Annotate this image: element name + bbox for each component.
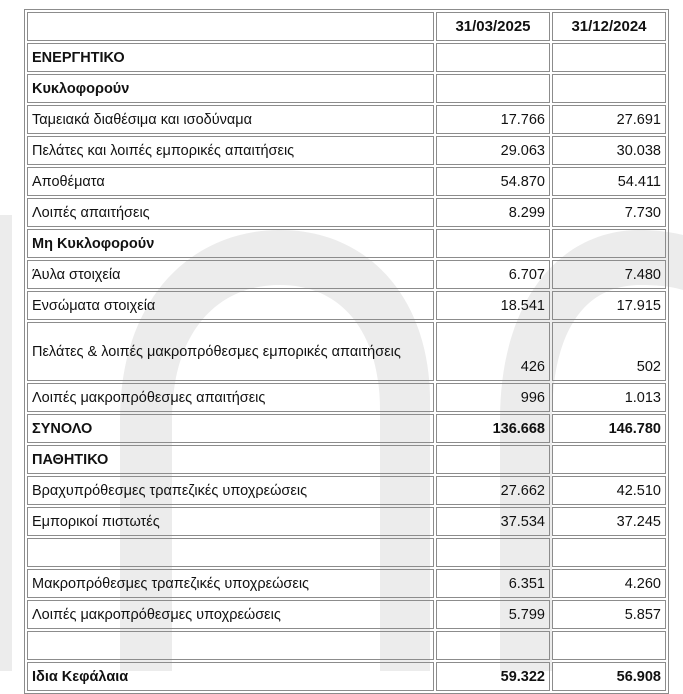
value-previous: 56.908 bbox=[552, 662, 666, 691]
value-current bbox=[436, 74, 550, 103]
table-row bbox=[27, 198, 666, 227]
table-row bbox=[27, 631, 666, 660]
value-current: 27.662 bbox=[436, 476, 550, 505]
row-label: ΕΝΕΡΓΗΤΙΚΟ bbox=[27, 43, 434, 72]
value-previous bbox=[552, 445, 666, 474]
row-label: Πελάτες & λοιπές μακροπρόθεσμες εμπορικές απαιτήσεις bbox=[27, 322, 434, 381]
row-label: Λοιπές απαιτήσεις bbox=[27, 198, 434, 227]
value-current: 996 bbox=[436, 383, 550, 412]
row-label bbox=[27, 538, 434, 567]
row-label: Πελάτες και λοιπές εμπορικές απαιτήσεις bbox=[27, 136, 434, 165]
table-row bbox=[27, 136, 666, 165]
value-current bbox=[436, 631, 550, 660]
value-previous bbox=[552, 538, 666, 567]
value-previous: 54.411 bbox=[552, 167, 666, 196]
table-row bbox=[27, 74, 666, 103]
value-previous: 30.038 bbox=[552, 136, 666, 165]
row-label: Μη Κυκλοφορούν bbox=[27, 229, 434, 258]
value-current bbox=[436, 538, 550, 567]
value-previous: 27.691 bbox=[552, 105, 666, 134]
value-previous: 7.730 bbox=[552, 198, 666, 227]
table-row bbox=[27, 507, 666, 536]
row-label: Εμπορικοί πιστωτές bbox=[27, 507, 434, 536]
row-label: Άυλα στοιχεία bbox=[27, 260, 434, 289]
row-label: Ταμειακά διαθέσιμα και ισοδύναμα bbox=[27, 105, 434, 134]
value-current: 6.351 bbox=[436, 569, 550, 598]
balance-sheet-table bbox=[24, 9, 669, 694]
row-label: Λοιπές μακροπρόθεσμες απαιτήσεις bbox=[27, 383, 434, 412]
row-label: Λοιπές μακροπρόθεσμες υποχρεώσεις bbox=[27, 600, 434, 629]
row-label: ΣΥΝΟΛΟ bbox=[27, 414, 434, 443]
value-current: 6.707 bbox=[436, 260, 550, 289]
table-row bbox=[27, 383, 666, 412]
table-row bbox=[27, 476, 666, 505]
value-previous: 1.013 bbox=[552, 383, 666, 412]
table-row bbox=[27, 167, 666, 196]
value-current bbox=[436, 445, 550, 474]
row-label: Αποθέματα bbox=[27, 167, 434, 196]
value-previous: 146.780 bbox=[552, 414, 666, 443]
balance-sheet-table-container bbox=[24, 9, 669, 694]
value-current: 29.063 bbox=[436, 136, 550, 165]
value-current: 59.322 bbox=[436, 662, 550, 691]
table-row bbox=[27, 414, 666, 443]
table-row bbox=[27, 569, 666, 598]
table-row bbox=[27, 445, 666, 474]
table-row bbox=[27, 291, 666, 320]
row-label: ΠΑΘΗΤΙΚΟ bbox=[27, 445, 434, 474]
value-current bbox=[436, 229, 550, 258]
value-current: 8.299 bbox=[436, 198, 550, 227]
table-row bbox=[27, 662, 666, 691]
value-previous bbox=[552, 631, 666, 660]
value-current: 5.799 bbox=[436, 600, 550, 629]
table-row bbox=[27, 43, 666, 72]
value-previous bbox=[552, 43, 666, 72]
row-label: Ιδια Κεφάλαια bbox=[27, 662, 434, 691]
table-row bbox=[27, 105, 666, 134]
value-previous bbox=[552, 74, 666, 103]
table-row bbox=[27, 229, 666, 258]
value-current: 426 bbox=[436, 322, 550, 381]
row-label: Βραχυπρόθεσμες τραπεζικές υποχρεώσεις bbox=[27, 476, 434, 505]
value-current: 54.870 bbox=[436, 167, 550, 196]
row-label bbox=[27, 631, 434, 660]
row-label: Ενσώματα στοιχεία bbox=[27, 291, 434, 320]
value-current: 18.541 bbox=[436, 291, 550, 320]
value-previous: 17.915 bbox=[552, 291, 666, 320]
value-previous: 42.510 bbox=[552, 476, 666, 505]
value-previous: 5.857 bbox=[552, 600, 666, 629]
row-label: Μακροπρόθεσμες τραπεζικές υποχρεώσεις bbox=[27, 569, 434, 598]
value-current bbox=[436, 43, 550, 72]
row-label: Κυκλοφορούν bbox=[27, 74, 434, 103]
header-date-current: 31/03/2025 bbox=[436, 12, 550, 41]
table-row bbox=[27, 538, 666, 567]
table-header-row bbox=[27, 12, 666, 41]
header-date-previous: 31/12/2024 bbox=[552, 12, 666, 41]
table-row bbox=[27, 260, 666, 289]
value-previous: 7.480 bbox=[552, 260, 666, 289]
table-row bbox=[27, 600, 666, 629]
value-previous bbox=[552, 229, 666, 258]
value-previous: 502 bbox=[552, 322, 666, 381]
value-current: 136.668 bbox=[436, 414, 550, 443]
table-row bbox=[27, 322, 666, 381]
value-current: 17.766 bbox=[436, 105, 550, 134]
value-previous: 37.245 bbox=[552, 507, 666, 536]
header-label-cell bbox=[27, 12, 434, 41]
value-current: 37.534 bbox=[436, 507, 550, 536]
value-previous: 4.260 bbox=[552, 569, 666, 598]
